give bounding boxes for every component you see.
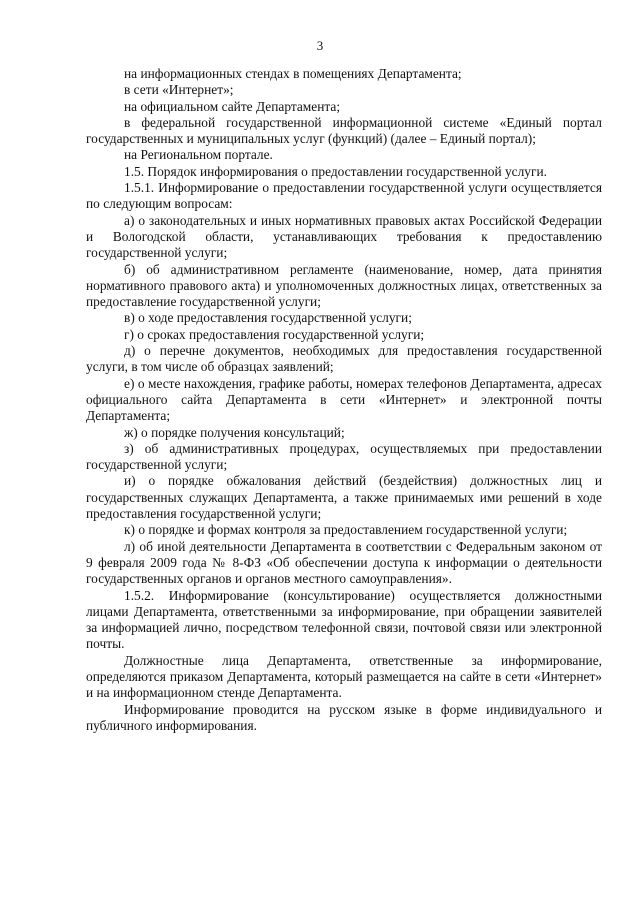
paragraph-unified-portal: в федеральной государственной информационной системе «Единый портал государственных и муниципальных услуг (функций) (далее – Единый портал); bbox=[86, 114, 602, 147]
section-heading-1-5-1: 1.5.1. Информирование о предоставлении государственной услуги осуществляется по следующим вопросам: bbox=[86, 180, 602, 212]
section-heading-1-5-2: 1.5.2. Информирование (консультирование) осуществляется должностными лицами Департамента, ответственными за информирование, при обращении заявителей за информацией лично, посредством телефонной связи, почтовой связи или электронной почты. bbox=[86, 587, 602, 652]
list-item-g: г) о сроках предоставления государственной услуги; bbox=[124, 326, 425, 342]
paragraph-regional-portal: на Региональном портале. bbox=[124, 147, 273, 163]
section-heading-1-5: 1.5. Порядок информирования о предоставлении государственной услуги. bbox=[124, 163, 548, 179]
list-item-z: з) об административных процедурах, осуществляемых при предоставлении государственной услуги; bbox=[86, 440, 602, 473]
paragraph-language: Информирование проводится на русском языке в форме индивидуального и публичного информирования. bbox=[86, 701, 602, 733]
list-item-k: к) о порядке и формах контроля за предоставлением государственной услуги; bbox=[124, 522, 568, 538]
document-body bbox=[86, 66, 602, 734]
paragraph-official-site: на официальном сайте Департамента; bbox=[124, 98, 341, 114]
list-item-b: б) об административном регламенте (наименование, номер, дата принятия нормативного правового акта) и уполномоченных должностных лицах, ответственных за предоставление государственной услуги; bbox=[86, 261, 602, 310]
list-item-l: л) об иной деятельности Департамента в соответствии с Федеральным законом от 9 февраля 2009 года № 8-ФЗ «Об обеспечении доступа к информации о деятельности государственных органов и органов местного самоуправления». bbox=[86, 538, 602, 587]
page-number: 3 bbox=[316, 38, 324, 53]
list-item-a: а) о законодательных и иных нормативных правовых актах Российской Федерации и Вологодской области, устанавливающих требования к предоставлению государственной услуги; bbox=[86, 212, 602, 261]
list-item-v: в) о ходе предоставления государственной услуги; bbox=[124, 310, 412, 326]
paragraph-responsible-officials: Должностные лица Департамента, ответственные за информирование, определяются приказом Департамента, который размещается на сайте в сети «Интернет» и на информационном стенде Департамента. bbox=[86, 652, 602, 701]
paragraph-internet: в сети «Интернет»; bbox=[124, 82, 234, 98]
list-item-d: д) о перечне документов, необходимых для предоставления государственной услуги, в том числе об образцах заявлений; bbox=[86, 343, 602, 375]
list-item-e: е) о месте нахождения, графике работы, номерах телефонов Департамента, адресах официального сайта Департамента в сети «Интернет» и электронной почты Департамента; bbox=[86, 375, 602, 424]
list-item-zh: ж) о порядке получения консультаций; bbox=[124, 424, 345, 440]
paragraph-info-stands: на информационных стендах в помещениях Департамента; bbox=[124, 66, 462, 81]
list-item-i: и) о порядке обжалования действий (бездействия) должностных лиц и государственных служащих Департамента, а также принимаемых ими решений в ходе предоставления государственной услуги; bbox=[86, 473, 602, 522]
